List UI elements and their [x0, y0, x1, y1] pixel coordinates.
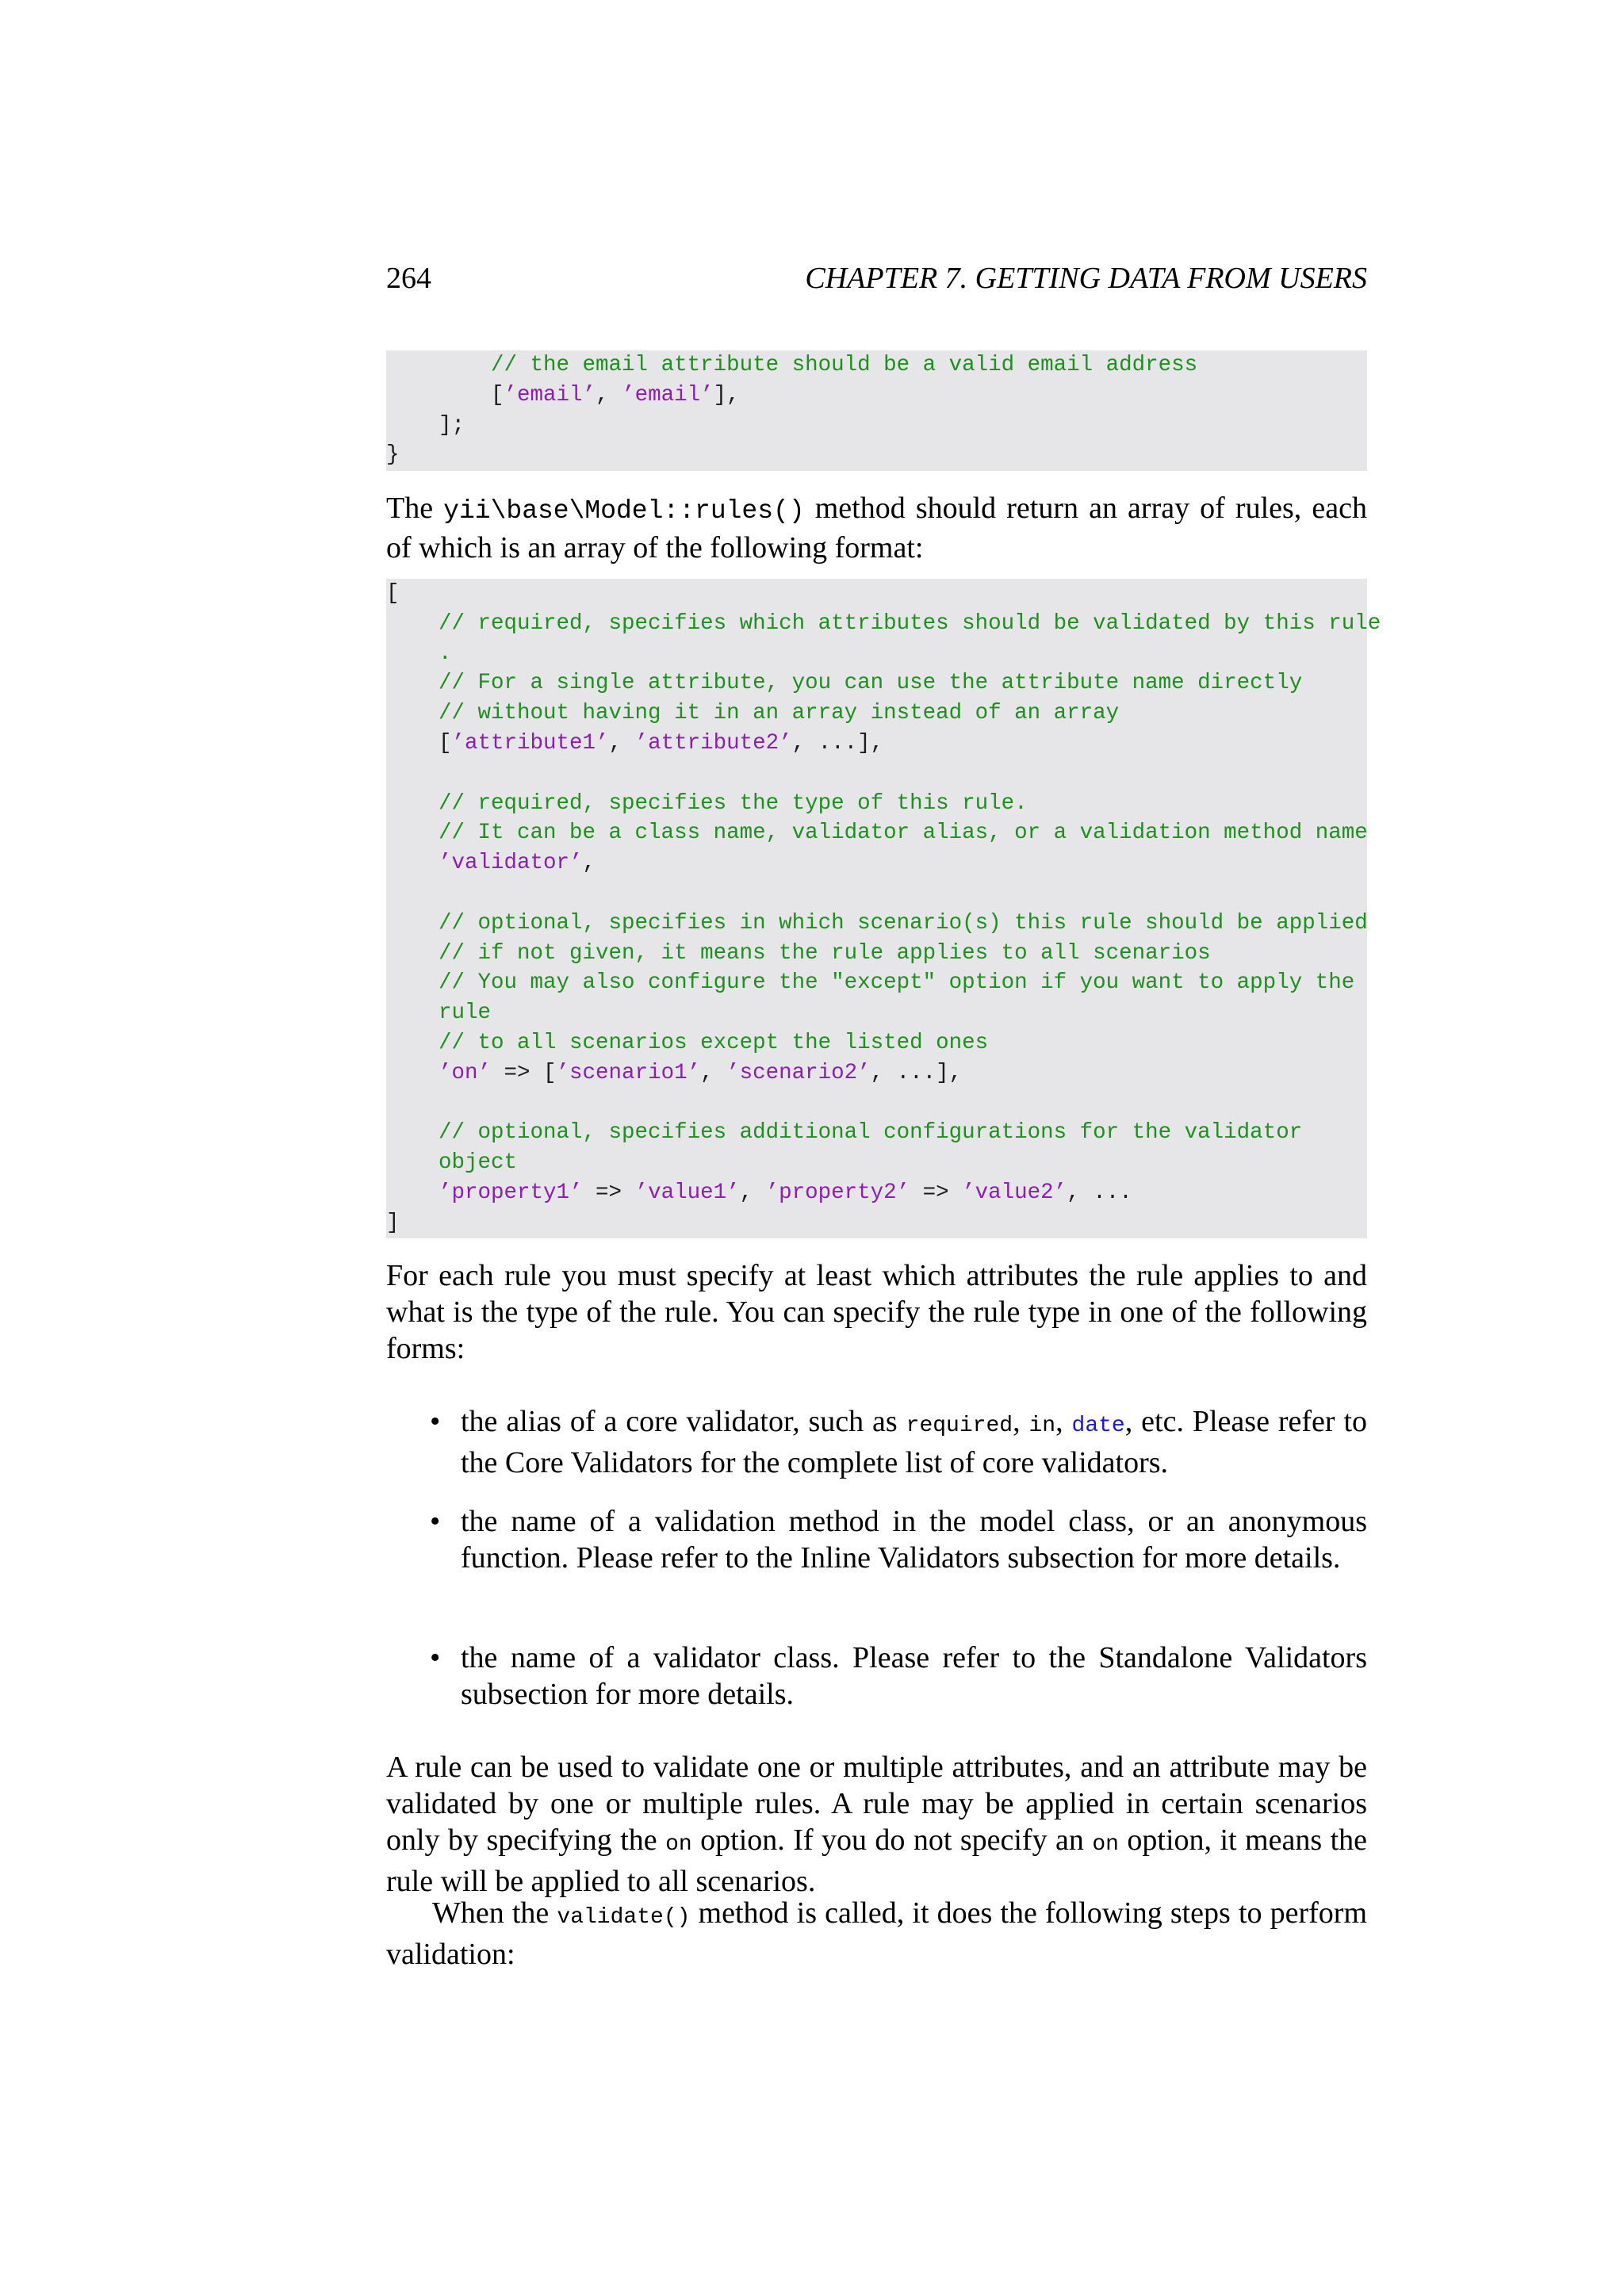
code-comment: // You may also configure the "except" option if you want to apply the: [439, 970, 1355, 996]
paragraph-rules-method: The yii\base\Model::rules() method should return an array of rules, each of which is an array of the following format:: [386, 492, 1367, 564]
bullet-icon: •: [430, 1505, 441, 1538]
code-comment: // required, specifies the type of this rule.: [439, 790, 1028, 816]
inline-code-validate: validate(): [557, 1905, 691, 1930]
code-line: [386, 968, 1354, 998]
code-line: [386, 729, 883, 759]
code-token: , ...],: [791, 731, 884, 756]
code-line: [386, 411, 465, 441]
code-token: =>: [582, 1181, 635, 1205]
inline-code-rules-method: yii\base\Model::rules(): [443, 496, 805, 526]
code-line: [386, 381, 740, 411]
code-line: [386, 909, 1368, 939]
code-line: [386, 789, 1028, 819]
chapter-title: CHAPTER 7. GETTING DATA FROM USERS: [805, 262, 1367, 295]
code-comment: .: [439, 641, 452, 666]
code-line: [386, 440, 400, 470]
code-string: ’on’: [439, 1060, 492, 1085]
code-string: ’property1’: [439, 1181, 583, 1205]
code-comment: // if not given, it means the rule applies to all scenarios: [439, 940, 1211, 966]
code-token: }: [386, 442, 400, 468]
code-block-email-rule: [386, 350, 1367, 471]
code-line: [386, 939, 1211, 969]
code-line: [386, 1148, 517, 1178]
code-comment: rule: [439, 1001, 492, 1026]
code-token: [: [386, 581, 400, 606]
code-token: , ...: [1067, 1181, 1132, 1205]
code-token: ],: [713, 382, 740, 408]
code-line: [386, 579, 400, 609]
code-comment: // without having it in an array instead of an array: [439, 701, 1120, 726]
code-token: =>: [910, 1181, 963, 1205]
code-comment: // to all scenarios except the listed ones: [439, 1031, 989, 1055]
code-string: ’scenario2’: [726, 1060, 871, 1085]
bullet-icon: •: [430, 1405, 441, 1438]
code-string: ’attribute1’: [451, 731, 609, 756]
inline-code-required: required: [906, 1414, 1013, 1438]
paragraph-validate-method: When the validate() method is called, it does the following steps to perform validation:: [386, 1896, 1368, 1971]
code-comment: // optional, specifies additional configurations for the validator: [439, 1120, 1303, 1146]
code-comment: // optional, specifies in which scenario(s) this rule should be applied: [439, 910, 1368, 936]
code-token: [: [491, 382, 504, 408]
code-token: ,: [700, 1060, 727, 1085]
code-line: [386, 609, 1381, 639]
code-token: , ...],: [870, 1060, 963, 1085]
code-token: ,: [739, 1181, 766, 1205]
code-line: [386, 1178, 1132, 1208]
code-string: ’property2’: [765, 1181, 910, 1205]
code-line: [386, 350, 1197, 381]
document-page: 264 CHAPTER 7. GETTING DATA FROM USERS // the email attribute should be a valid email address [’email’, ’email’], ]; } The yii\base\Model::rules() method should return an array of rules, each of which is an array of the following format: [ // required, specifies which attributes should be validated by this rule . // For a single attribute, you can use the attribute name directly // without having it in an array instead of an array [’attribute1’, ’attribute2’, ...], // required, specifies the type of this rule. // It can be a class name, validator alias, or a validation method name ’validator’, // optional, specifies in which scenario(s) this rule should be applied // if not given, it means the rule applies to all scenarios // You may also configure the "except" option if you want to apply the rule // to all scenarios except the listed ones ’on’ => [’scenario1’, ’scenario2’, ...], // optional, specifies additional configurations for the validator object ’property1’ => ’value1’, ’property2’ => ’value2’, ... ] For each rule you must specify at least which attributes the rule applies to and what is the type of the rule. You can specify the rule type in one of the following forms: • the alias of a core validator, such as required, in, date, etc. Please refer to the Core Validators for the complete list of core validators. • the name of a validation method in the model class, or an anonymous function. Please refer to the Inline Validators subsection for more details. • the name of a validator class. Please refer to the Standalone Validators subsection for more details. A rule can be used to validate one or multiple attributes, and an attribute may be validated by one or multiple rules. A rule may be applied in certain scenarios only by specifying the on option. If you do not specify an on option, it means the rule will be applied to all scenarios. When the validate() method is called, it does the following steps to perform validation:: [0, 0, 1624, 2296]
paragraph-rule-requirements: For each rule you must specify at least which attributes the rule applies to and what is the type of the rule. You can specify the rule type in one of the following forms:: [386, 1259, 1367, 1365]
code-comment: object: [439, 1150, 518, 1176]
page-number: 264: [386, 262, 431, 295]
code-line: [386, 1028, 988, 1058]
code-string: ’value1’: [634, 1181, 740, 1205]
inline-code-on: on: [665, 1832, 692, 1857]
code-line: [386, 1118, 1302, 1148]
code-line: [386, 998, 491, 1028]
code-token: [: [439, 731, 452, 756]
code-string: ’validator’: [439, 851, 583, 876]
code-string: ’email’: [504, 382, 596, 408]
inline-code-on: on: [1092, 1832, 1119, 1857]
code-token: ,: [608, 731, 635, 756]
code-string: ’scenario1’: [556, 1060, 701, 1085]
code-line: [386, 698, 1119, 729]
paragraph-rule-scenarios: A rule can be used to validate one or multiple attributes, and an attribute may be validated by one or multiple rules. A rule may be applied in certain scenarios only by specifying the on option. If you do not specify an on option, it means the rule will be applied to all scenarios.: [386, 1751, 1367, 1898]
code-comment: // It can be a class name, validator alias, or a validation method name: [439, 821, 1368, 846]
code-comment: // required, specifies which attributes should be validated by this rule: [439, 610, 1381, 636]
code-token: ]: [386, 1210, 400, 1235]
code-token: ,: [582, 851, 596, 876]
code-token: ,: [596, 382, 622, 408]
code-comment: // the email attribute should be a valid email address: [491, 353, 1198, 377]
code-token: => [: [491, 1060, 557, 1085]
bullet-icon: •: [430, 1641, 441, 1674]
code-token: ];: [439, 412, 465, 438]
code-string: ’attribute2’: [634, 731, 792, 756]
code-line: [386, 848, 596, 878]
code-line: [386, 639, 452, 669]
code-block-rule-format: [386, 579, 1381, 1238]
code-line: [386, 1058, 962, 1089]
inline-code-in: in: [1028, 1414, 1056, 1438]
code-line: [386, 818, 1368, 848]
code-comment: // For a single attribute, you can use the attribute name directly: [439, 671, 1303, 696]
code-string: ’value2’: [962, 1181, 1067, 1205]
link-date[interactable]: date: [1071, 1414, 1125, 1438]
code-line: [386, 1208, 400, 1238]
code-string: ’email’: [622, 382, 714, 408]
code-line: [386, 668, 1302, 698]
